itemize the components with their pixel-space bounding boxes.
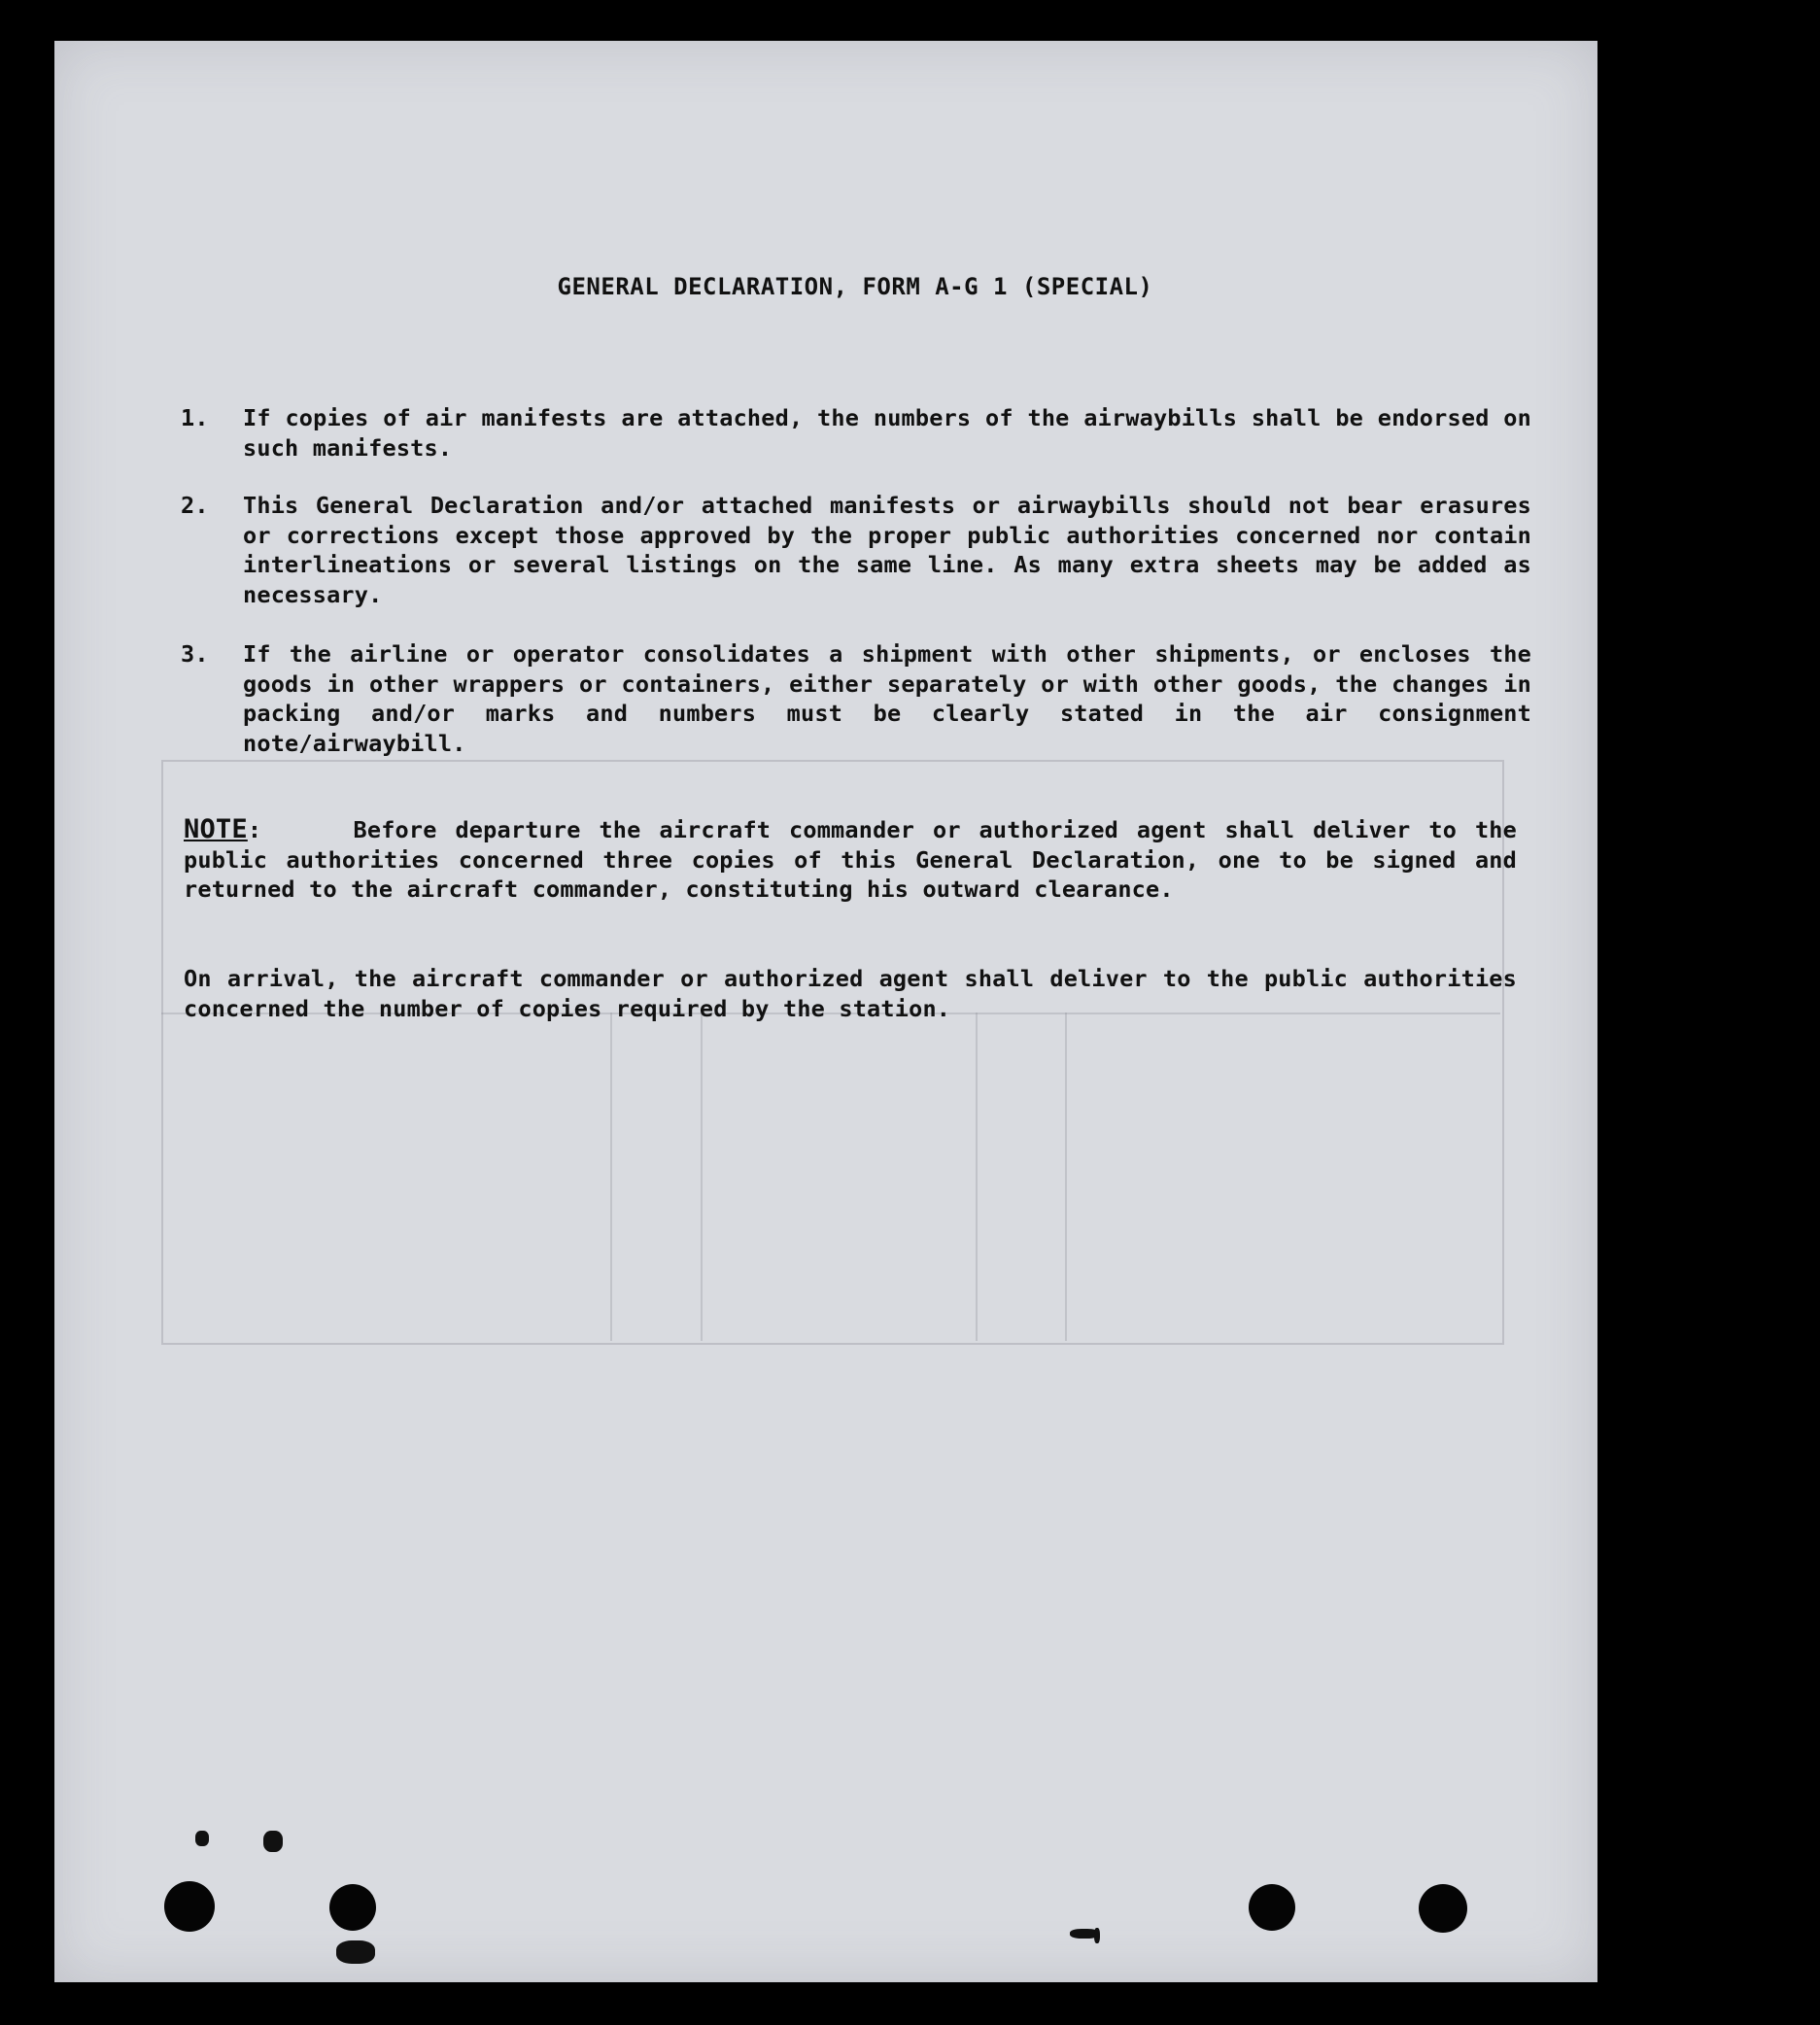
bleed-through-divider	[701, 1012, 703, 1341]
instruction-item-1	[181, 403, 1531, 463]
punch-hole	[164, 1881, 215, 1932]
note-separator: :	[247, 816, 262, 843]
page-title: GENERAL DECLARATION, FORM A-G 1 (SPECIAL)	[557, 273, 1153, 300]
item-text: If copies of air manifests are attached, the numbers of the airwaybills shall be endorsed on such manifests.	[243, 404, 1531, 462]
note-text: Before departure the aircraft commander or authorized agent shall deliver to the public authorities concerned three copies of this General Declaration, one to be signed and returned to the aircraft commander, constituting his outward clearance.	[184, 816, 1517, 903]
item-text: This General Declaration and/or attached manifests or airwaybills should not bear erasures or corrections except those approved by the proper public authorities concerned nor contain interlineations or several listings on the same line. As many extra sheets may be added as necessary.	[243, 492, 1531, 608]
ink-speck	[336, 1940, 375, 1964]
bleed-through-divider	[1065, 1012, 1067, 1341]
ink-speck	[1094, 1928, 1100, 1943]
arrival-paragraph	[184, 964, 1517, 1023]
item-number: 3.	[181, 640, 209, 668]
document-page	[54, 41, 1597, 1982]
punch-hole	[329, 1884, 376, 1931]
arrival-text: On arrival, the aircraft commander or authorized agent shall deliver to the public authorities concerned the number of copies required by the station.	[184, 965, 1517, 1022]
note-label: NOTE	[184, 814, 248, 844]
instruction-item-2	[181, 491, 1531, 609]
punch-hole	[1419, 1884, 1467, 1933]
bleed-through-divider	[610, 1012, 612, 1341]
punch-hole	[1249, 1884, 1295, 1931]
item-text: If the airline or operator consolidates a shipment with other shipments, or encloses the goods in other wrappers or containers, either separately or with other goods, the changes in packing and/or marks and numbers must be clearly stated in the air consignment note/airwaybill.	[243, 640, 1531, 757]
instruction-item-3	[181, 639, 1531, 758]
bleed-through-divider	[976, 1012, 978, 1341]
ink-speck	[195, 1831, 209, 1846]
ink-speck	[263, 1831, 283, 1852]
item-number: 1.	[181, 404, 209, 431]
note-paragraph	[184, 815, 1517, 905]
item-number: 2.	[181, 492, 209, 519]
